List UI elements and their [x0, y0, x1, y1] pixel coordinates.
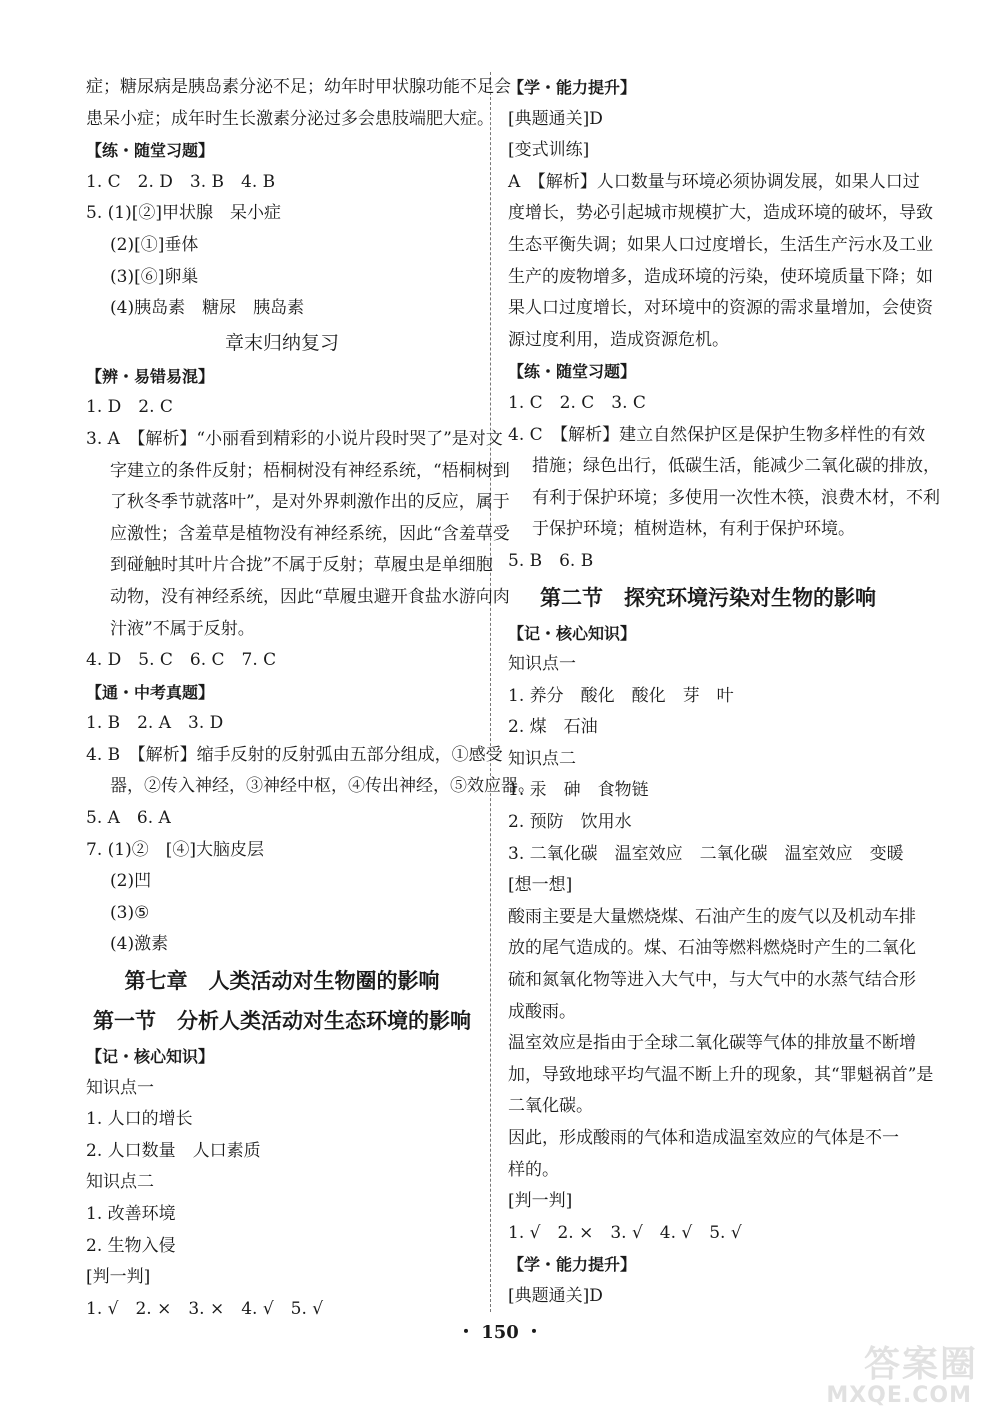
- text-line-indented: 到碰触时其叶片合拢”不属于反射；草履虫是单细胞: [110, 555, 493, 576]
- section-label: 【记・核心知识】: [508, 623, 637, 643]
- text-line: 5. B 6. B: [508, 550, 594, 571]
- text-line: 知识点二: [86, 1172, 154, 1193]
- text-line: 知识点一: [86, 1077, 154, 1098]
- text-line: 成酸雨。: [508, 1001, 576, 1022]
- text-line-indented: 了秋冬季节就落叶”，是对外界刺激作出的反应，属于: [110, 492, 510, 513]
- text-line: 加，导致地球平均气温不断上升的现象，其“罪魁祸首”是: [508, 1064, 934, 1085]
- text-line-indented: 器，②传入神经，③神经中枢，④传出神经，⑤效应器。: [110, 776, 535, 797]
- text-line: 1. D 2. C: [86, 397, 173, 418]
- text-line-indented: 于保护环境；植树造林，有利于保护环境。: [532, 519, 855, 540]
- text-line: 患呆小症；成年时生长激素分泌过多会患肢端肥大症。: [86, 108, 494, 129]
- text-line: 症；糖尿病是胰岛素分泌不足；幼年时甲状腺功能不足会: [86, 77, 511, 97]
- text-line: 3. A 【解析】“小丽看到精彩的小说片段时哭了”是对文: [86, 428, 503, 449]
- text-line-indented: 措施；绿色出行，低碳生活，能减少二氧化碳的排放，: [532, 456, 940, 477]
- text-line: [想一想]: [508, 875, 573, 896]
- text-line: 放的尾气造成的。煤、石油等燃料燃烧时产生的二氧化: [508, 938, 916, 959]
- text-line: 二氧化碳。: [508, 1096, 593, 1117]
- text-line-indented: (4)激素: [110, 934, 169, 955]
- text-line: 2. 生物入侵: [86, 1235, 176, 1256]
- text-line: 度增长，势必引起城市规模扩大，造成环境的破坏，导致: [508, 203, 933, 224]
- text-line-indented: 汁液”不属于反射。: [110, 618, 255, 639]
- section-label: 【练・随堂习题】: [508, 362, 637, 382]
- text-line-indented: 动物，没有神经系统，因此“草履虫避开食盐水游向肉: [110, 586, 510, 607]
- watermark-url: MXQE.COM: [826, 1383, 972, 1408]
- text-line-indented: 字建立的条件反射；梧桐树没有神经系统，“梧桐树到: [110, 460, 510, 481]
- text-line-indented: (3)⑤: [110, 902, 150, 923]
- section-label: 【记・核心知识】: [86, 1047, 215, 1067]
- text-line-indented: (2)[①]垂体: [110, 234, 199, 255]
- text-line: [变式训练]: [508, 140, 590, 161]
- watermark-main: 答案圈: [863, 1344, 978, 1385]
- section-label: 【通・中考真题】: [86, 682, 215, 702]
- text-line: A 【解析】人口数量与环境必须协调发展，如果人口过: [508, 171, 920, 192]
- column-divider: [490, 72, 491, 1312]
- text-line: [典题通关]D: [508, 108, 603, 129]
- text-line: 1. 汞 砷 食物链: [508, 780, 649, 801]
- text-line: 知识点一: [508, 654, 576, 675]
- section-label: 【辨・易错易混】: [86, 366, 215, 386]
- chapter-review-heading: 章末归纳复习: [224, 331, 339, 354]
- text-line: 2. 人口数量 人口素质: [86, 1140, 261, 1161]
- text-line: 3. 二氧化碳 温室效应 二氧化碳 温室效应 变暖: [508, 843, 904, 864]
- text-line: 2. 煤 石油: [508, 717, 598, 738]
- text-line: [判一判]: [508, 1191, 573, 1212]
- text-line-indented: (3)[⑥]卵巢: [110, 266, 199, 287]
- text-line: 样的。: [508, 1159, 559, 1180]
- text-line: 源过度利用，造成资源危机。: [508, 329, 729, 350]
- text-line: 知识点二: [508, 748, 576, 769]
- text-line: 1. 养分 酸化 酸化 芽 叶: [508, 685, 734, 706]
- text-line: 4. C 【解析】建立自然保护区是保护生物多样性的有效: [508, 424, 926, 445]
- text-line: 1. 改善环境: [86, 1204, 176, 1224]
- section-label: 【学・能力提升】: [508, 78, 637, 97]
- section-label: 【练・随堂习题】: [86, 141, 215, 161]
- text-line: 1. 人口的增长: [86, 1109, 193, 1130]
- text-line: 1. C 2. D 3. B 4. B: [86, 171, 276, 192]
- text-line: 因此，形成酸雨的气体和造成温室效应的气体是不一: [508, 1128, 899, 1148]
- text-line: 生产的废物增多，造成环境的污染，使环境质量下降；如: [508, 266, 933, 287]
- text-line: 4. B 【解析】缩手反射的反射弧由五部分组成，①感受: [86, 744, 503, 765]
- text-line-indented: 有利于保护环境；多使用一次性木筷，浪费木材，不利: [532, 487, 940, 508]
- right-column: [508, 72, 940, 1313]
- text-line: 1. √ 2. × 3. × 4. √ 5. √: [86, 1298, 324, 1319]
- text-line: 2. 预防 饮用水: [508, 812, 632, 833]
- text-line: 酸雨主要是大量燃烧煤、石油产生的废气以及机动车排: [508, 906, 916, 927]
- watermark-logo: [826, 1336, 978, 1408]
- section-label: 【学・能力提升】: [508, 1255, 637, 1275]
- text-line: 5. (1)[②]甲状腺 呆小症: [86, 203, 281, 224]
- section-heading: 第七章 人类活动对生物圈的影响: [124, 969, 440, 994]
- page-number: ・ 150 ・: [456, 1322, 544, 1343]
- text-line-indented: (2)凹: [110, 871, 152, 892]
- text-line: 5. A 6. A: [86, 808, 171, 829]
- text-line: 1. √ 2. × 3. √ 4. √ 5. √: [508, 1222, 742, 1243]
- text-line-indented: (4)胰岛素 糖尿 胰岛素: [110, 298, 305, 319]
- text-line: 1. B 2. A 3. D: [86, 713, 224, 734]
- text-line: 4. D 5. C 6. C 7. C: [86, 650, 277, 671]
- text-line: 温室效应是指由于全球二氧化碳等气体的排放量不断增: [508, 1033, 916, 1054]
- section-heading: 第二节 探究环境污染对生物的影响: [540, 585, 876, 610]
- text-line: [典题通关]D: [508, 1285, 603, 1306]
- text-line: 果人口过度增长，对环境中的资源的需求量增加，会使资: [508, 298, 933, 319]
- text-line: 1. C 2. C 3. C: [508, 392, 646, 413]
- text-line: 硫和氮氧化物等进入大气中，与大气中的水蒸气结合形: [508, 970, 916, 991]
- text-line-indented: 应激性；含羞草是植物没有神经系统，因此“含羞草受: [110, 523, 510, 544]
- text-line: [判一判]: [86, 1267, 151, 1288]
- section-heading: 第一节 分析人类活动对生态环境的影响: [93, 1009, 471, 1034]
- text-line: 7. (1)② [④]大脑皮层: [86, 839, 264, 860]
- text-line: 生态平衡失调；如果人口过度增长，生活生产污水及工业: [508, 234, 933, 255]
